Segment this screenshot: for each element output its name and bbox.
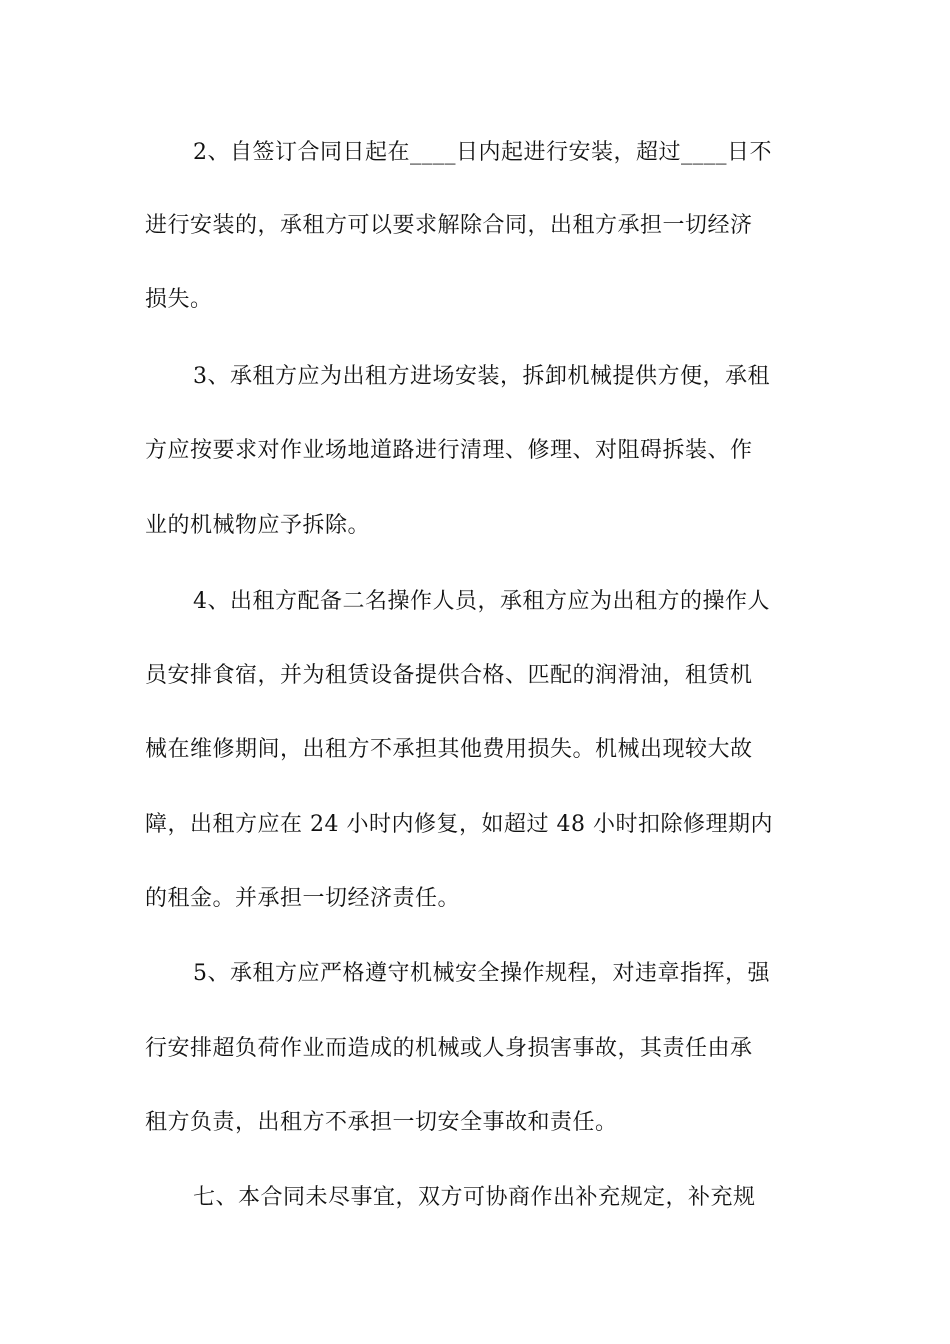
clause-5-line-3: 租方负责，出租方不承担一切安全事故和责任。 [145,1110,618,1135]
clause-3-line-1: 3、承租方应为出租方进场安装，拆卸机械提供方便，承租 [193,364,770,389]
clause-3-line-3: 业的机械物应予拆除。 [145,513,371,538]
clause-4-line-1: 4、出租方配备二名操作人员，承租方应为出租方的操作人 [193,589,770,614]
clause-4-line-2: 员安排食宿，并为租赁设备提供合格、匹配的润滑油，租赁机 [145,663,753,688]
clause-4-line-3: 械在维修期间，出租方不承担其他费用损失。机械出现较大故 [145,737,753,762]
clause-3-line-2: 方应按要求对作业场地道路进行清理、修理、对阻碍拆装、作 [145,438,753,463]
clause-4-line-4: 障，出租方应在 24 小时内修复，如超过 48 小时扣除修理期内 [145,812,773,837]
clause-2-line-2: 进行安装的，承租方可以要求解除合同，出租方承担一切经济 [145,213,753,238]
clause-5-line-2: 行安排超负荷作业而造成的机械或人身损害事故，其责任由承 [145,1036,753,1061]
clause-7-line-1: 七、本合同未尽事宜，双方可协商作出补充规定，补充规 [193,1185,756,1210]
clause-2-line-3: 损失。 [145,287,213,312]
clause-4-line-5: 的租金。并承担一切经济责任。 [145,886,461,911]
clause-5-line-1: 5、承租方应严格遵守机械安全操作规程，对违章指挥，强 [193,961,770,986]
clause-2-line-1: 2、自签订合同日起在____日内起进行安装，超过____日不 [193,140,772,165]
